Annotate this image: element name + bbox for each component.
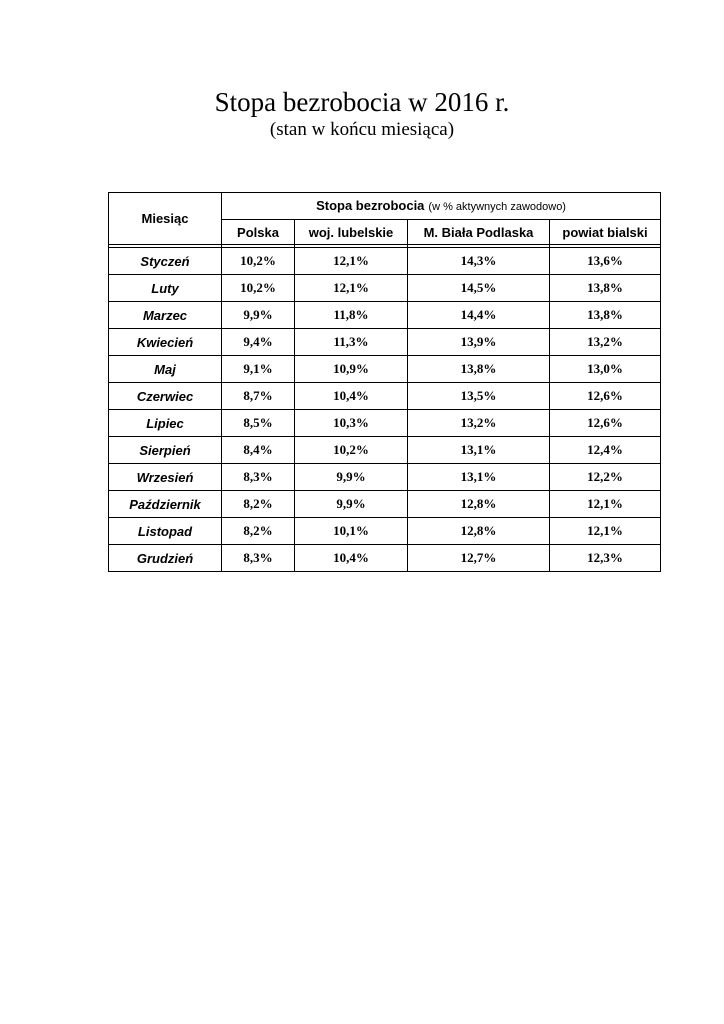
table-row: [109, 464, 661, 491]
month-column-header: Miesiąc: [109, 193, 222, 245]
value-cell: 10,4%: [295, 383, 408, 410]
value-cell: 13,1%: [408, 437, 550, 464]
value-cell: 13,2%: [408, 410, 550, 437]
table-row: [109, 302, 661, 329]
value-cell: 13,2%: [550, 329, 661, 356]
value-cell: 10,9%: [295, 356, 408, 383]
value-cell: 12,7%: [408, 545, 550, 572]
value-cell: 13,1%: [408, 464, 550, 491]
page-title: Stopa bezrobocia w 2016 r.: [214, 87, 510, 117]
value-cell: 12,6%: [550, 383, 661, 410]
value-cell: 13,8%: [550, 302, 661, 329]
value-cell: 13,6%: [550, 248, 661, 275]
value-cell: 14,5%: [408, 275, 550, 302]
value-cell: 12,4%: [550, 437, 661, 464]
table-row: [109, 437, 661, 464]
value-cell: 14,4%: [408, 302, 550, 329]
column-header-biala-podlaska: M. Biała Podlaska: [408, 220, 550, 245]
table-row: [109, 491, 661, 518]
value-cell: 13,0%: [550, 356, 661, 383]
value-cell: 9,9%: [222, 302, 295, 329]
value-cell: 12,1%: [295, 275, 408, 302]
value-cell: 9,4%: [222, 329, 295, 356]
value-cell: 11,8%: [295, 302, 408, 329]
group-header-title: Stopa bezrobocia: [316, 198, 425, 213]
value-cell: 10,3%: [295, 410, 408, 437]
value-cell: 9,9%: [295, 464, 408, 491]
table-row: [109, 518, 661, 545]
table-row: [109, 275, 661, 302]
value-cell: 8,7%: [222, 383, 295, 410]
group-header-note: (w % aktywnych zawodowo): [428, 201, 566, 213]
value-cell: 13,5%: [408, 383, 550, 410]
month-cell: Marzec: [109, 302, 222, 329]
table-header-row: [109, 193, 661, 220]
month-cell: Październik: [109, 491, 222, 518]
value-cell: 10,4%: [295, 545, 408, 572]
table-row: [109, 248, 661, 275]
month-cell: Grudzień: [109, 545, 222, 572]
value-cell: 10,2%: [222, 275, 295, 302]
column-header-polska: Polska: [222, 220, 295, 245]
page-subtitle: (stan w końcu miesiąca): [269, 119, 455, 140]
month-cell: Kwiecień: [109, 329, 222, 356]
value-cell: 9,9%: [295, 491, 408, 518]
table-row: [109, 356, 661, 383]
table-row: [109, 383, 661, 410]
table-row: [109, 329, 661, 356]
value-cell: 12,3%: [550, 545, 661, 572]
month-cell: Luty: [109, 275, 222, 302]
unemployment-table: [108, 192, 661, 572]
value-cell: 9,1%: [222, 356, 295, 383]
column-header-powiat-bialski: powiat bialski: [550, 220, 661, 245]
value-cell: 12,1%: [295, 248, 408, 275]
value-cell: 12,1%: [550, 491, 661, 518]
group-header: [222, 193, 661, 220]
value-cell: 13,8%: [408, 356, 550, 383]
table-row: [109, 545, 661, 572]
value-cell: 10,1%: [295, 518, 408, 545]
value-cell: 8,4%: [222, 437, 295, 464]
table-row: [109, 410, 661, 437]
value-cell: 13,9%: [408, 329, 550, 356]
value-cell: 8,2%: [222, 491, 295, 518]
month-cell: Wrzesień: [109, 464, 222, 491]
value-cell: 12,6%: [550, 410, 661, 437]
month-cell: Lipiec: [109, 410, 222, 437]
month-cell: Styczeń: [109, 248, 222, 275]
value-cell: 8,3%: [222, 464, 295, 491]
month-cell: Maj: [109, 356, 222, 383]
month-cell: Listopad: [109, 518, 222, 545]
value-cell: 11,3%: [295, 329, 408, 356]
value-cell: 10,2%: [295, 437, 408, 464]
value-cell: 13,8%: [550, 275, 661, 302]
value-cell: 8,2%: [222, 518, 295, 545]
month-cell: Czerwiec: [109, 383, 222, 410]
value-cell: 12,8%: [408, 518, 550, 545]
value-cell: 10,2%: [222, 248, 295, 275]
month-cell: Sierpień: [109, 437, 222, 464]
value-cell: 8,5%: [222, 410, 295, 437]
value-cell: 12,2%: [550, 464, 661, 491]
column-header-woj-lubelskie: woj. lubelskie: [295, 220, 408, 245]
value-cell: 12,1%: [550, 518, 661, 545]
value-cell: 12,8%: [408, 491, 550, 518]
value-cell: 8,3%: [222, 545, 295, 572]
value-cell: 14,3%: [408, 248, 550, 275]
